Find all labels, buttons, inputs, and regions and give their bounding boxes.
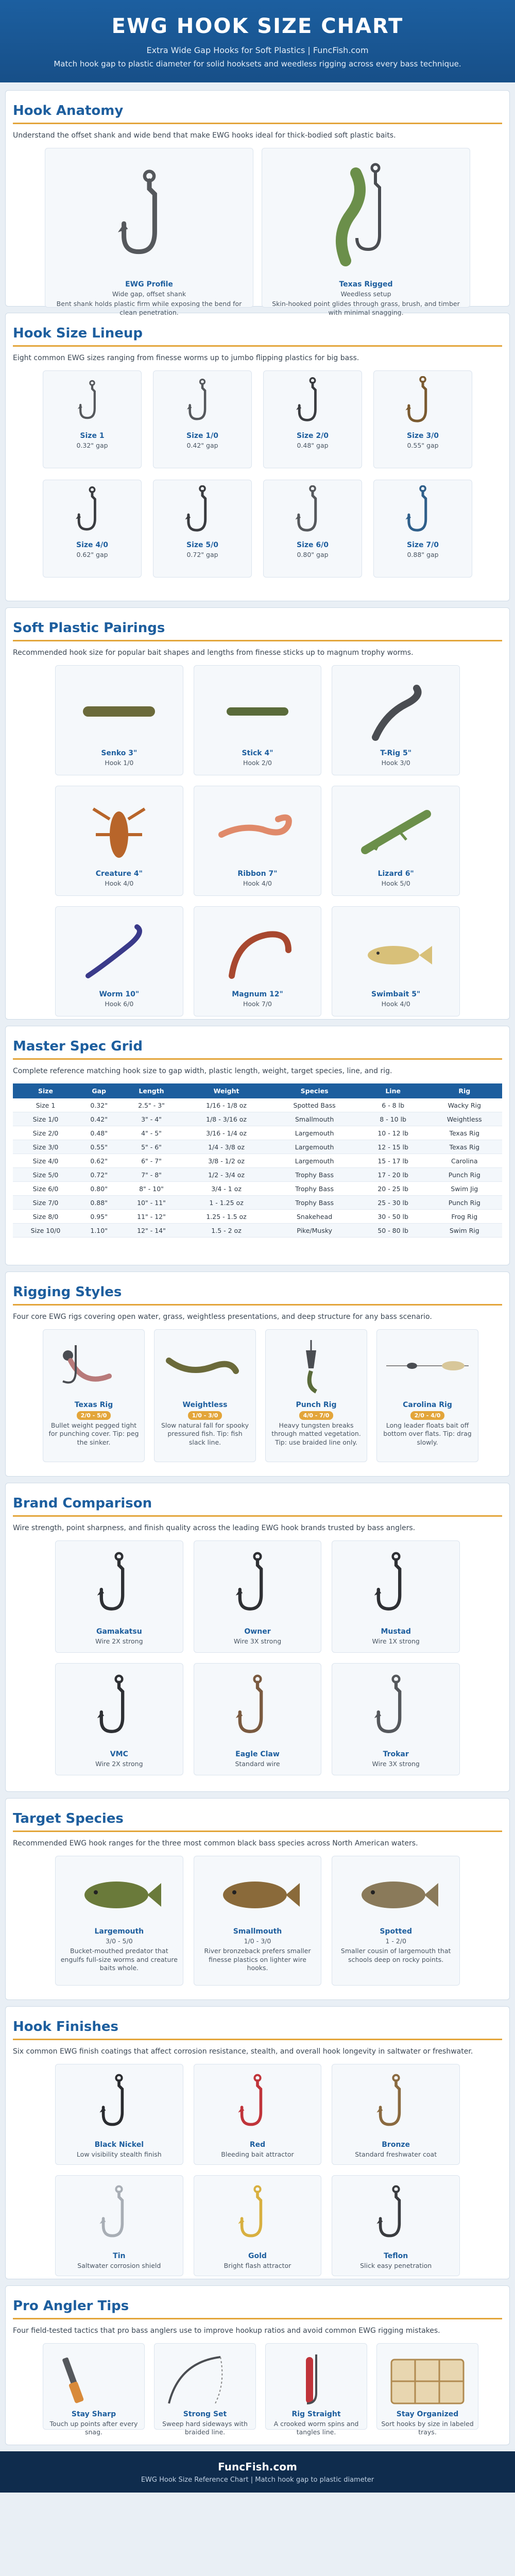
hook-icon — [237, 2070, 278, 2137]
table-cell: Swim Rig — [427, 1224, 502, 1238]
table-cell: 0.55" — [78, 1140, 119, 1154]
section-title: Hook Finishes — [13, 2019, 119, 2035]
table-header: Rig — [427, 1083, 502, 1098]
hook-icon — [375, 2181, 417, 2248]
table-cell: 3/16 - 1/4 oz — [183, 1126, 270, 1140]
table-cell: 0.88" — [78, 1196, 119, 1210]
hook-icon — [375, 2070, 417, 2137]
table-header: Weight — [183, 1083, 270, 1098]
table-cell: 10" - 11" — [119, 1196, 183, 1210]
card-desc: 0.55" gap — [407, 442, 439, 449]
table-cell: 8 - 10 lb — [359, 1112, 427, 1126]
card-title: Swimbait 5" — [371, 990, 421, 998]
rig-icon — [159, 1340, 251, 1397]
card-title: Mustad — [381, 1628, 411, 1636]
section-title: Hook Anatomy — [13, 103, 124, 118]
card-desc: Hook 5/0 — [381, 879, 410, 887]
section-pairings — [5, 607, 510, 1020]
bait-card — [332, 665, 460, 775]
table-cell: 1.25 - 1.5 oz — [183, 1210, 270, 1224]
card-title: Size 1/0 — [186, 432, 218, 440]
card-title: Texas Rigged — [339, 280, 393, 289]
card-range: 1 - 2/0 — [385, 1937, 406, 1945]
card-title: Ribbon 7" — [237, 870, 278, 878]
section-desc: Four core EWG rigs covering open water, grass, weightless presentations, and deep structure for any bass scenario. — [13, 1313, 432, 1321]
section-title: Soft Plastic Pairings — [13, 620, 165, 636]
table-cell: Swim Jig — [427, 1182, 502, 1196]
card-desc: A crooked worm spins and tangles line. — [273, 2420, 359, 2436]
table-cell: 1 - 1.25 oz — [183, 1196, 270, 1210]
card-desc: Long leader floats bait off bottom over flats. Tip: drag slowly. — [383, 1421, 472, 1446]
section-title: Target Species — [13, 1811, 124, 1826]
card-title: T-Rig 5" — [380, 749, 412, 757]
bait-icon — [211, 919, 304, 986]
hook-icon — [373, 1546, 419, 1623]
card-desc: Touch up points after every snag. — [49, 2420, 138, 2436]
bait-card — [194, 906, 322, 1016]
hook-icon — [98, 2181, 140, 2248]
hook-icon — [98, 2070, 140, 2137]
rig-icon — [270, 1340, 363, 1397]
card-title: Texas Rig — [74, 1401, 113, 1409]
spec-table — [13, 1083, 502, 1238]
size-badge: 1/0 - 3/0 — [188, 1411, 222, 1420]
page-tagline: Match hook gap to plastic diameter for solid hooksets and weedless rigging across every bass technique. — [54, 59, 461, 69]
card-desc: Bullet weight pegged tight for punching cover. Tip: peg the sinker. — [48, 1421, 139, 1446]
table-cell: Largemouth — [269, 1140, 359, 1154]
size-badge: 2/0 - 5/0 — [77, 1411, 111, 1420]
brand-card — [194, 1663, 322, 1775]
footer-line: EWG Hook Size Reference Chart | Match hook gap to plastic diameter — [141, 2476, 374, 2484]
table-cell: 8" - 10" — [119, 1182, 183, 1196]
section-desc: Complete reference matching hook size to gap width, plastic length, weight, target species, line, and rig. — [13, 1067, 392, 1075]
hook-size-card — [263, 480, 362, 578]
card-desc: Slick easy penetration — [360, 2262, 432, 2269]
table-cell: Weightless — [427, 1112, 502, 1126]
table-cell: 3/8 - 1/2 oz — [183, 1154, 270, 1168]
section-title: Brand Comparison — [13, 1496, 152, 1511]
page-title: EWG HOOK SIZE CHART — [111, 14, 404, 38]
tip-icon — [381, 2352, 474, 2406]
finish-card — [194, 2064, 322, 2165]
card-title: Smallmouth — [233, 1927, 282, 1936]
hook-icon — [186, 376, 219, 428]
table-header: Line — [359, 1083, 427, 1098]
table-cell: 0.48" — [78, 1126, 119, 1140]
section-desc: Recommended EWG hook ranges for the three most common black bass species across North American waters. — [13, 1839, 418, 1848]
bait-card — [332, 786, 460, 896]
card-range: 3/0 - 5/0 — [105, 1937, 133, 1945]
table-cell: 7" - 8" — [119, 1168, 183, 1182]
section-rigging — [5, 1272, 510, 1477]
section-lineup — [5, 313, 510, 601]
hook-icon — [96, 1546, 142, 1623]
bait-card — [332, 906, 460, 1016]
table-header: Length — [119, 1083, 183, 1098]
ewg-hook-icon — [116, 158, 183, 276]
card-desc: 0.62" gap — [76, 551, 108, 558]
bait-icon — [350, 919, 442, 986]
footer-brand: FuncFish.com — [218, 2461, 297, 2473]
finish-card — [55, 2175, 183, 2276]
table-cell: 0.80" — [78, 1182, 119, 1196]
table-cell: Carolina — [427, 1154, 502, 1168]
card-desc: Hook 4/0 — [105, 879, 134, 887]
hook-icon — [96, 1669, 142, 1746]
section-title: Hook Size Lineup — [13, 326, 143, 341]
card-desc: Bent shank holds plastic firm while exposing the bend for clean penetration. — [56, 300, 242, 316]
table-cell: 2.5" - 3" — [119, 1098, 183, 1112]
bait-icon — [211, 678, 304, 745]
card-title: Stay Sharp — [71, 2410, 116, 2418]
table-cell: Snakehead — [269, 1210, 359, 1224]
table-cell: Wacky Rig — [427, 1098, 502, 1112]
table-cell: Punch Rig — [427, 1196, 502, 1210]
table-cell: Trophy Bass — [269, 1196, 359, 1210]
table-cell: 1/4 - 3/8 oz — [183, 1140, 270, 1154]
table-cell: 1/8 - 3/16 oz — [183, 1112, 270, 1126]
section-title: Rigging Styles — [13, 1284, 122, 1300]
table-cell: Size 6/0 — [13, 1182, 78, 1196]
section-desc: Recommended hook size for popular bait shapes and lengths from finesse sticks up to magnum trophy worms. — [13, 649, 414, 657]
table-cell: Size 4/0 — [13, 1154, 78, 1168]
table-cell: 3" - 4" — [119, 1112, 183, 1126]
table-cell: Size 8/0 — [13, 1210, 78, 1224]
card-title: Weightless — [182, 1401, 228, 1409]
card-desc: 0.32" gap — [76, 442, 108, 449]
table-cell: 1.5 - 2 oz — [183, 1224, 270, 1238]
hook-icon — [295, 376, 330, 428]
table-cell: Size 3/0 — [13, 1140, 78, 1154]
section-spec — [5, 1026, 510, 1265]
table-cell: Size 2/0 — [13, 1126, 78, 1140]
card-desc: Bright flash attractor — [224, 2262, 291, 2269]
table-cell: 12" - 14" — [119, 1224, 183, 1238]
table-cell: Trophy Bass — [269, 1182, 359, 1196]
table-cell: 30 - 50 lb — [359, 1210, 427, 1224]
table-header: Species — [269, 1083, 359, 1098]
table-cell: Pike/Musky — [269, 1224, 359, 1238]
brand-card — [55, 1540, 183, 1653]
table-cell: Texas Rig — [427, 1140, 502, 1154]
species-card — [332, 1856, 460, 1986]
section-anatomy — [5, 90, 510, 316]
table-cell: 1/2 - 3/4 oz — [183, 1168, 270, 1182]
card-desc: Wire 2X strong — [95, 1637, 143, 1645]
table-row — [13, 1154, 502, 1168]
section-desc: Wire strength, point sharpness, and finish quality across the leading EWG hook brands trusted by bass anglers. — [13, 1524, 416, 1532]
card-title: Owner — [244, 1628, 271, 1636]
card-title: Worm 10" — [99, 990, 140, 998]
hook-size-card — [153, 370, 252, 468]
bait-card — [194, 786, 322, 896]
card-desc: Saltwater corrosion shield — [77, 2262, 161, 2269]
table-cell: 0.42" — [78, 1112, 119, 1126]
hook-size-card — [43, 370, 142, 468]
card-desc: Hook 6/0 — [105, 1000, 134, 1008]
page-header — [0, 0, 515, 82]
card-desc: Bucket-mouthed predator that engulfs full-size worms and creature baits whole. — [60, 1947, 178, 1972]
card-desc: Hook 4/0 — [243, 879, 272, 887]
table-cell: 25 - 30 lb — [359, 1196, 427, 1210]
finish-card — [55, 2064, 183, 2165]
tip-icon — [270, 2352, 363, 2406]
table-cell: 20 - 25 lb — [359, 1182, 427, 1196]
hook-icon — [237, 2181, 278, 2248]
bait-icon — [73, 919, 165, 986]
hook-icon — [293, 485, 332, 537]
table-cell: 6" - 7" — [119, 1154, 183, 1168]
table-cell: Frog Rig — [427, 1210, 502, 1224]
table-cell: 0.72" — [78, 1168, 119, 1182]
brand-card — [332, 1540, 460, 1653]
hook-icon — [373, 1669, 419, 1746]
bait-card — [55, 665, 183, 775]
table-cell: 5" - 6" — [119, 1140, 183, 1154]
rig-card — [154, 1329, 256, 1462]
bait-icon — [211, 799, 304, 866]
card-desc: Hook 3/0 — [381, 759, 410, 767]
section-title: Master Spec Grid — [13, 1039, 143, 1054]
hook-size-card — [263, 370, 362, 468]
bait-card — [194, 665, 322, 775]
section-desc: Understand the offset shank and wide bend that make EWG hooks ideal for thick-bodied soft plastic baits. — [13, 131, 396, 140]
rig-icon — [47, 1340, 140, 1397]
card-title: Largemouth — [94, 1927, 144, 1936]
hook-size-card — [153, 480, 252, 578]
table-cell: 12 - 15 lb — [359, 1140, 427, 1154]
anatomy-card — [262, 148, 470, 316]
table-cell: Size 10/0 — [13, 1224, 78, 1238]
card-desc: Sort hooks by size in labeled trays. — [381, 2420, 474, 2436]
bait-icon — [73, 678, 165, 745]
table-cell: Size 1/0 — [13, 1112, 78, 1126]
card-subtitle: Wide gap, offset shank — [112, 290, 186, 298]
table-cell: Punch Rig — [427, 1168, 502, 1182]
tip-icon — [47, 2352, 140, 2406]
card-desc: Wire 1X strong — [372, 1637, 420, 1645]
rig-card — [376, 1329, 478, 1462]
table-cell: 3/4 - 1 oz — [183, 1182, 270, 1196]
card-desc: Hook 4/0 — [381, 1000, 410, 1008]
tip-card — [154, 2343, 256, 2436]
species-card — [55, 1856, 183, 1986]
card-title: Size 7/0 — [407, 541, 439, 549]
bass-fish-icon — [73, 1867, 165, 1923]
table-cell: Size 1 — [13, 1098, 78, 1112]
card-title: Tin — [113, 2252, 126, 2260]
card-range: 1/0 - 3/0 — [244, 1937, 271, 1945]
card-title: Red — [249, 2141, 266, 2149]
size-badge: 2/0 - 4/0 — [410, 1411, 445, 1420]
size-badge: 4/0 - 7/0 — [299, 1411, 334, 1420]
table-cell: 6 - 8 lb — [359, 1098, 427, 1112]
hook-icon — [77, 376, 108, 428]
table-row — [13, 1196, 502, 1210]
card-title: Size 1 — [80, 432, 105, 440]
section-title: Pro Angler Tips — [13, 2298, 129, 2314]
table-cell: Texas Rig — [427, 1126, 502, 1140]
card-title: VMC — [110, 1750, 128, 1758]
card-desc: Low visibility stealth finish — [76, 2150, 162, 2158]
brand-card — [55, 1663, 183, 1775]
rig-card — [43, 1329, 145, 1462]
card-desc: 0.72" gap — [186, 551, 218, 558]
card-title: Stick 4" — [242, 749, 273, 757]
bait-icon — [73, 799, 165, 866]
card-title: Trokar — [383, 1750, 409, 1758]
card-title: EWG Profile — [125, 280, 173, 289]
brand-card — [332, 1663, 460, 1775]
section-brands — [5, 1483, 510, 1792]
table-row — [13, 1098, 502, 1112]
table-cell: 50 - 80 lb — [359, 1224, 427, 1238]
card-title: Spotted — [380, 1927, 412, 1936]
card-desc: Slow natural fall for spooky pressured fish. Tip: fish slack line. — [161, 1421, 249, 1446]
card-desc: Standard freshwater coat — [355, 2150, 437, 2158]
table-cell: Spotted Bass — [269, 1098, 359, 1112]
table-row — [13, 1182, 502, 1196]
card-title: Size 3/0 — [407, 432, 439, 440]
card-desc: Wire 3X strong — [372, 1760, 420, 1768]
card-desc: Smaller cousin of largemouth that schools deep on rocky points. — [340, 1947, 451, 1963]
table-header: Size — [13, 1083, 78, 1098]
table-cell: Largemouth — [269, 1154, 359, 1168]
page-subtitle: Extra Wide Gap Hooks for Soft Plastics | FuncFish.com — [146, 45, 369, 55]
hook-icon — [402, 485, 443, 537]
card-title: Magnum 12" — [232, 990, 283, 998]
table-header: Gap — [78, 1083, 119, 1098]
bass-fish-icon — [350, 1867, 442, 1923]
finish-card — [332, 2064, 460, 2165]
hook-icon — [75, 485, 110, 537]
finish-card — [194, 2175, 322, 2276]
card-title: Eagle Claw — [235, 1750, 280, 1758]
card-title: Rig Straight — [291, 2410, 341, 2418]
card-title: Senko 3" — [101, 749, 138, 757]
table-cell: Size 5/0 — [13, 1168, 78, 1182]
table-row — [13, 1140, 502, 1154]
card-title: Size 5/0 — [186, 541, 218, 549]
table-cell: 4" - 5" — [119, 1126, 183, 1140]
card-desc: 0.88" gap — [407, 551, 439, 558]
card-title: Size 4/0 — [76, 541, 108, 549]
tip-card — [376, 2343, 478, 2436]
card-title: Creature 4" — [95, 870, 143, 878]
section-desc: Eight common EWG sizes ranging from finesse worms up to jumbo flipping plastics for big bass. — [13, 354, 359, 362]
card-title: Carolina Rig — [403, 1401, 452, 1409]
bait-icon — [350, 799, 442, 866]
card-desc: Hook 1/0 — [105, 759, 134, 767]
table-cell: Trophy Bass — [269, 1168, 359, 1182]
hook-icon — [184, 485, 221, 537]
table-cell: 15 - 17 lb — [359, 1154, 427, 1168]
card-desc: Skin-hooked point glides through grass, brush, and timber with minimal snagging. — [272, 300, 460, 316]
section-desc: Six common EWG finish coatings that affect corrosion resistance, stealth, and overall hook longevity in saltwater or freshwater. — [13, 2047, 473, 2056]
table-cell: Smallmouth — [269, 1112, 359, 1126]
table-cell: Largemouth — [269, 1126, 359, 1140]
hook-icon — [234, 1669, 281, 1746]
card-title: Lizard 6" — [377, 870, 414, 878]
hook-size-card — [373, 480, 472, 578]
table-cell: 0.32" — [78, 1098, 119, 1112]
section-tips — [5, 2285, 510, 2445]
card-desc: Sweep hard sideways with braided line. — [162, 2420, 248, 2436]
hook-size-card — [43, 480, 142, 578]
table-cell: 0.95" — [78, 1210, 119, 1224]
card-title: Strong Set — [183, 2410, 227, 2418]
card-desc: River bronzeback prefers smaller finesse plastics on lighter wire hooks. — [204, 1947, 311, 1972]
card-title: Stay Organized — [396, 2410, 459, 2418]
card-title: Size 2/0 — [297, 432, 329, 440]
card-desc: Wire 2X strong — [95, 1760, 143, 1768]
rig-card — [265, 1329, 367, 1462]
rig-icon — [381, 1340, 474, 1397]
bass-fish-icon — [211, 1867, 304, 1923]
table-cell: 11" - 12" — [119, 1210, 183, 1224]
hook-icon — [404, 376, 441, 428]
card-title: Black Nickel — [94, 2141, 144, 2149]
anatomy-card — [45, 148, 253, 316]
tip-card — [265, 2343, 367, 2436]
card-desc: Bleeding bait attractor — [221, 2150, 294, 2158]
section-species — [5, 1798, 510, 2000]
card-title: Gamakatsu — [96, 1628, 142, 1636]
table-cell: 0.62" — [78, 1154, 119, 1168]
card-title: Bronze — [382, 2141, 410, 2149]
table-cell: Size 7/0 — [13, 1196, 78, 1210]
card-desc: Wire 3X strong — [233, 1637, 282, 1645]
card-desc: Heavy tungsten breaks through matted vegetation. Tip: use braided line only. — [271, 1421, 361, 1446]
card-desc: 0.48" gap — [297, 442, 329, 449]
table-row — [13, 1126, 502, 1140]
table-row — [13, 1210, 502, 1224]
section-desc: Four field-tested tactics that pro bass anglers use to improve hookup ratios and avoid common EWG rigging mistakes. — [13, 2327, 440, 2335]
bait-card — [55, 906, 183, 1016]
card-subtitle: Weedless setup — [340, 290, 391, 298]
card-title: Gold — [248, 2252, 267, 2260]
card-desc: 0.42" gap — [186, 442, 218, 449]
section-finishes — [5, 2006, 510, 2279]
tip-icon — [159, 2352, 251, 2406]
hook-icon — [234, 1546, 281, 1623]
card-title: Size 6/0 — [297, 541, 329, 549]
brand-card — [194, 1540, 322, 1653]
table-row — [13, 1112, 502, 1126]
table-cell: 17 - 20 lb — [359, 1168, 427, 1182]
table-row — [13, 1224, 502, 1238]
texas-rig-worm-icon — [315, 158, 418, 276]
table-cell: 10 - 12 lb — [359, 1126, 427, 1140]
table-row — [13, 1168, 502, 1182]
card-title: Teflon — [384, 2252, 408, 2260]
page-footer — [0, 2451, 515, 2493]
card-desc: Standard wire — [235, 1760, 280, 1768]
card-desc: Hook 7/0 — [243, 1000, 272, 1008]
table-cell: 1/16 - 1/8 oz — [183, 1098, 270, 1112]
species-card — [194, 1856, 322, 1986]
tip-card — [43, 2343, 145, 2436]
table-cell: 1.10" — [78, 1224, 119, 1238]
card-desc: Hook 2/0 — [243, 759, 272, 767]
bait-card — [55, 786, 183, 896]
card-desc: 0.80" gap — [297, 551, 329, 558]
bait-icon — [350, 678, 442, 745]
card-title: Punch Rig — [296, 1401, 337, 1409]
hook-size-card — [373, 370, 472, 468]
finish-card — [332, 2175, 460, 2276]
